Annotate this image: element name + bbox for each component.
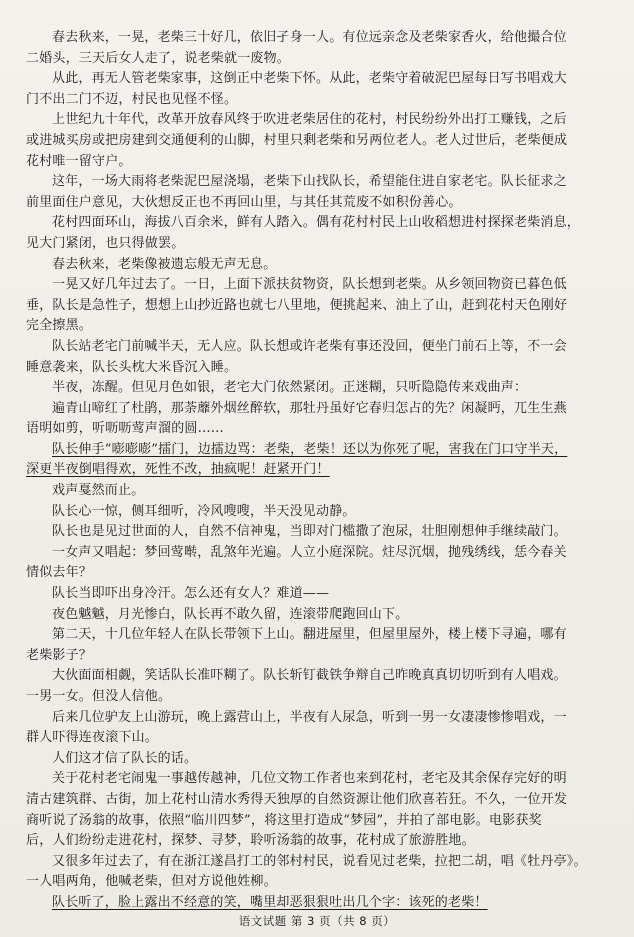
text-line: [26, 460, 612, 481]
line-text: 这年，一场大雨将老柴泥巴屋浇塌，老柴下山找队长，希望能住进自家老宅。队长征求之: [52, 174, 567, 190]
line-text: 商听说了汤翁的故事，依照“临川四梦”，将这里打造成“梦园”，并拍了部电影。电影获奖: [26, 812, 542, 828]
text-line: [26, 584, 612, 605]
text-line: [26, 110, 612, 131]
text-line: [26, 687, 612, 708]
line-text: 门不出二门不迈，村民也见怪不怪。: [26, 91, 238, 107]
line-text: 关于花村老宅闹鬼一事越传越神，几位文物工作者也来到花村，老宅及其余保存完好的明: [52, 771, 567, 787]
line-text: 第二天，十几位年轻人在队长带领下上山。翻进屋里，但屋里屋外，楼上楼下寻遍，哪有: [52, 627, 567, 643]
line-text: 一男一女。但没人信他。: [26, 689, 172, 704]
underlined-sentence: 队长伸手“嘭嘭嘭”擂门，边擂边骂：老柴，老柴！还以为你死了呢，害我在门口守半天，: [52, 441, 568, 457]
line-text: 夜色魆魆，月光惨白，队长再不敢久留，连滚带爬跑回山下。: [52, 606, 409, 622]
line-text: 垂，队长是急性子，想想上山抄近路也就七八里地，便挑起来、油上了山，赶到花村天色刚好: [26, 297, 568, 313]
line-text: 后来几位驴友上山游玩，晚上露营山上，半夜有人尿急，听到一男一女凄凄惨惨唱戏，一: [52, 709, 567, 725]
line-text: 或进城买房或把房建到交通便利的山脚，村里只剩老柴和另两位老人。老人过世后，老柴便成: [26, 132, 568, 148]
text-line: [26, 625, 612, 646]
text-line: [26, 666, 612, 687]
text-line: [26, 522, 612, 543]
text-line: [26, 193, 612, 214]
line-text: 春去秋来，一晃，老柴三十好几，依旧孑身一人。有位远亲念及老柴家香火，给他撮合位: [52, 30, 567, 45]
text-line: [26, 358, 612, 379]
line-text: 花村唯一留守户。: [26, 153, 132, 169]
text-line: [26, 296, 612, 317]
line-text: 一人唱两角，他喊老柴，但对方说他姓柳。: [26, 874, 277, 890]
line-text: 群人吓得连夜滚下山。: [26, 730, 159, 746]
line-text: 老柴影子？: [26, 647, 93, 663]
text-line: [26, 28, 612, 49]
text-line: [26, 605, 612, 626]
line-text: 二婚头，三天后女人走了，说老柴就一废物。: [26, 50, 291, 66]
line-text: 语明如剪，听呖呖莺声溜的圆……: [26, 421, 225, 437]
text-line: [26, 419, 612, 440]
text-line: [26, 811, 612, 832]
line-text: 遍青山啼红了杜鹃，那荼蘼外烟丝醉软，那牡丹虽好它春归怎占的先？闲凝眄，兀生生燕: [52, 400, 567, 416]
text-line: [26, 152, 612, 173]
text-line: [26, 90, 612, 111]
text-line: [26, 481, 612, 502]
line-text: 上世纪九十年代，改革开放春风终于吹进老柴居住的花村，村民纷纷外出打工赚钱，之后: [52, 112, 567, 128]
text-line: [26, 708, 612, 729]
text-line: [26, 172, 612, 193]
text-line: [26, 749, 612, 770]
line-text: 人们这才信了队长的话。: [52, 750, 198, 766]
text-line: [26, 213, 612, 234]
text-line: [26, 646, 612, 667]
text-line: [26, 275, 612, 296]
text-line: [26, 831, 612, 852]
line-text: 见大门紧闭，也只得做罢。: [26, 235, 185, 251]
line-text: 戏声戛然而止。: [52, 483, 145, 499]
text-line: [26, 769, 612, 790]
line-text: 队长也是见过世面的人，自然不信神鬼，当即对门槛撒了泡尿，壮胆刚想伸手继续敲门。: [52, 524, 567, 540]
line-text: 情似去年？: [26, 565, 93, 581]
text-line: [26, 790, 612, 811]
passage-body: [26, 28, 612, 914]
line-text: 队长站老宅门前喊半天，无人应。队长想或许老柴有事还没回，便坐门前石上等，不一会: [52, 338, 567, 354]
line-text: 半夜，冻醒。但见月色如银，老宅大门依然紧闭。正迷糊，只听隐隐传来戏曲声：: [52, 380, 528, 396]
text-line: [26, 337, 612, 358]
text-line: [26, 872, 612, 893]
text-line: [26, 399, 612, 420]
text-line: [26, 440, 612, 461]
text-line: [26, 563, 612, 584]
text-line: [26, 234, 612, 255]
line-text: 花村四面环山，海拔八百余米，鲜有人踏入。偶有花村村民上山收稻想进村探探老柴消息，: [52, 215, 581, 231]
text-line: [26, 378, 612, 399]
line-text: 前里面住户意见，大伙想反正也不再回山里，与其任其荒废不如积份善心。: [26, 194, 462, 210]
line-text: 清古建筑群、古街，加上花村山清水秀得天独厚的自然资源让他们欣喜若狂。不久，一位开发: [26, 791, 568, 807]
line-text: 睡意袭来，队长头枕大米昏沉入睡。: [26, 359, 238, 375]
text-line: [26, 131, 612, 152]
text-line: [26, 316, 612, 337]
text-line: [26, 69, 612, 90]
line-text: 完全擦黑。: [26, 318, 93, 334]
line-text: 春去秋来，老柴像被遗忘般无声无息。: [52, 256, 277, 272]
text-line: [26, 255, 612, 276]
line-text: 一晃又好几年过去了。一日，上面下派扶贫物资，队长想到老柴。从乡领回物资已暮色低: [52, 277, 567, 293]
text-line: [26, 852, 612, 873]
text-line: [26, 543, 612, 564]
text-line: [26, 893, 612, 914]
underlined-sentence: 深更半夜倒唱得欢，死性不改，抽疯呢！赶紧开门！: [26, 462, 330, 478]
text-line: [26, 728, 612, 749]
text-line: [26, 502, 612, 523]
line-text: 队长心一惊，侧耳细听，冷风嗖嗖，半天没见动静。: [52, 503, 356, 519]
line-text: 队长当即吓出身冷汗。怎么还有女人？难道——: [52, 586, 330, 602]
line-text: 又很多年过去了，有在浙江遂昌打工的邻村村民，说看见过老柴，拉把二胡，唱《牡丹亭》。: [52, 853, 587, 869]
line-text: 从此，再无人管老柴家事，这倒正中老柴下怀。从此，老柴守着破泥巴屋每日写书唱戏大: [52, 71, 567, 87]
text-line: [26, 49, 612, 70]
line-text: 一女声又唱起：梦回莺啭，乱煞年光遍。人立小庭深院。炷尽沉烟，抛残绣线，恁今春关: [52, 544, 567, 560]
line-text: 大伙面面相觑，笑话队长准吓糊了。队长斩钉截铁争辩自己昨晚真真切切听到有人唱戏。: [52, 668, 567, 684]
page-footer: 语文试题 第 3 页（共 8 页）: [238, 914, 396, 928]
underlined-sentence: 队长听了，脸上露出不经意的笑，嘴里却恶狠狠吐出几个字：该死的老柴！: [52, 894, 488, 910]
line-text: 后，人们纷纷走进花村，探梦、寻梦，聆听汤翁的故事，花村成了旅游胜地。: [26, 833, 475, 849]
